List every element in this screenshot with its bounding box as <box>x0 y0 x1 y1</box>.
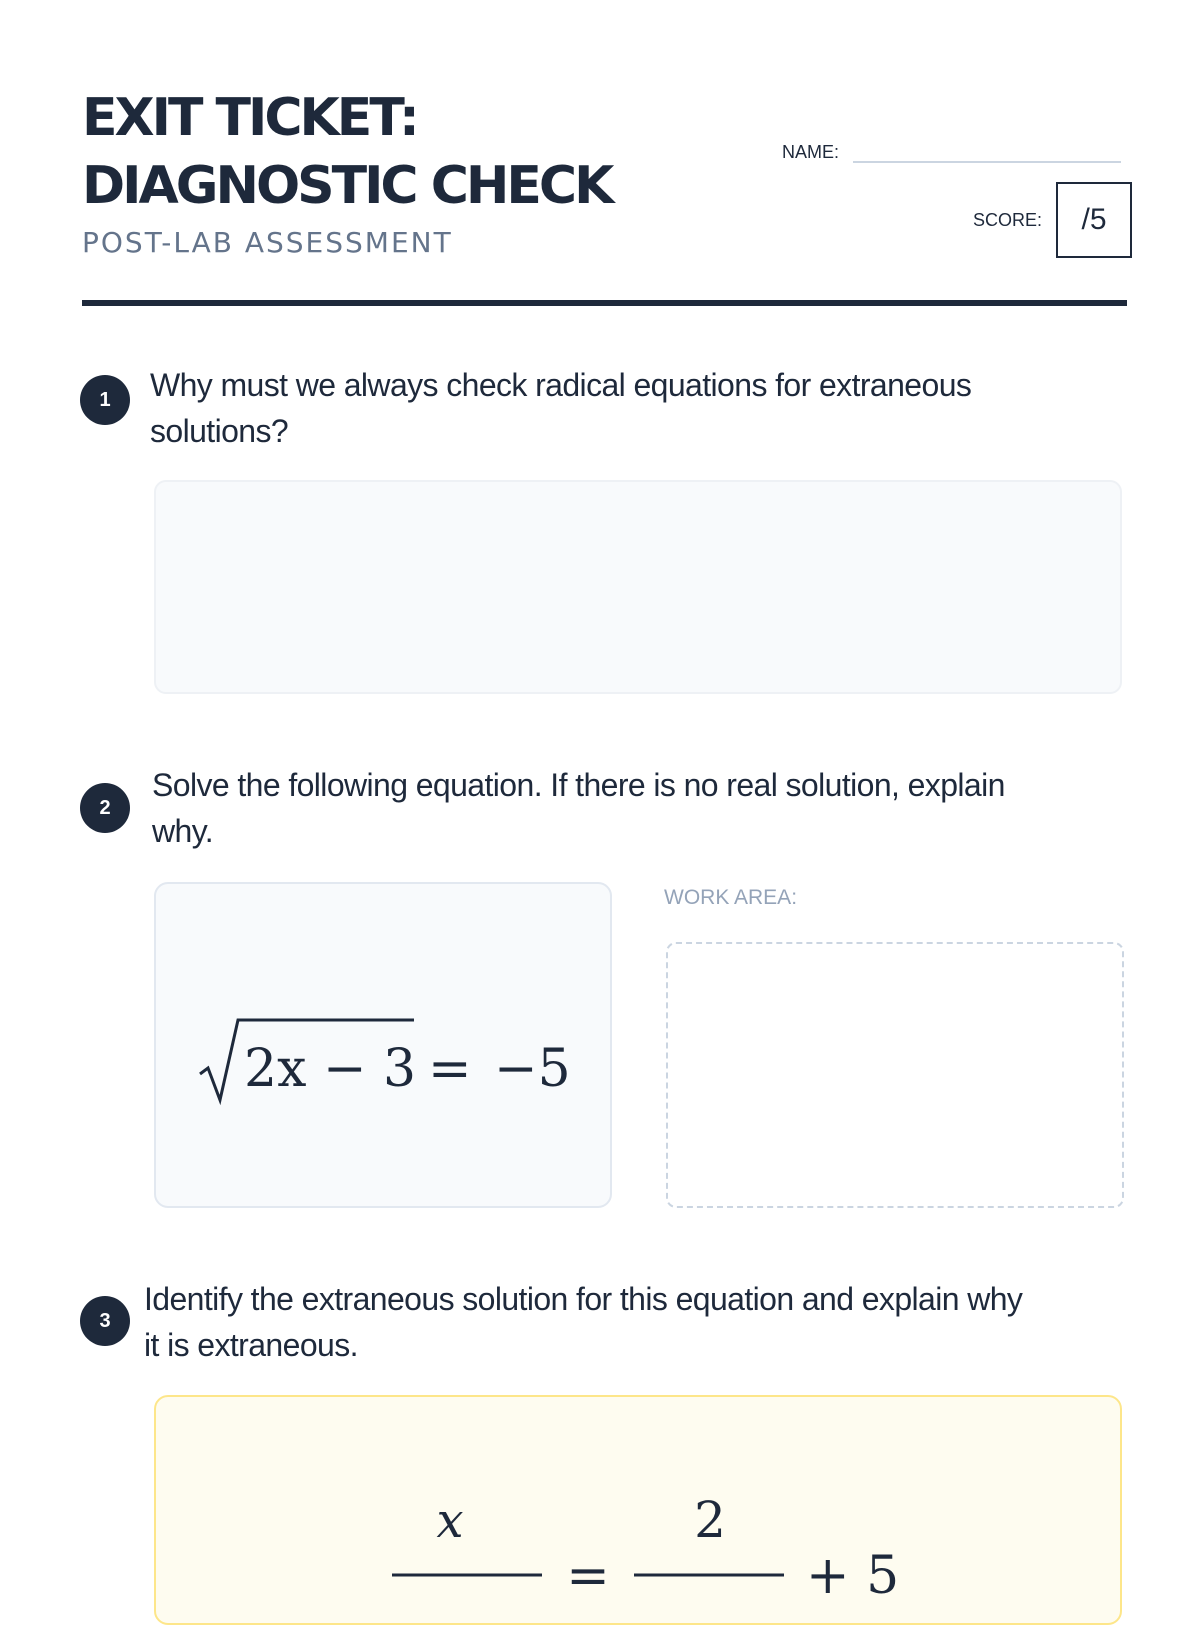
score-label: SCORE: <box>972 209 1042 230</box>
radicand: 2x − 3 <box>244 1039 417 1099</box>
page-subtitle: POST-LAB ASSESSMENT <box>82 226 453 259</box>
question-text-line-2: it is extraneous. <box>144 1327 358 1363</box>
worksheet-header <box>82 84 1132 259</box>
question-text-line-1: Solve the following equation. If there is no real solution, explain <box>152 767 1005 803</box>
header-divider <box>82 300 1127 306</box>
title-line-1: EXIT TICKET: <box>82 88 417 148</box>
radical-equation <box>156 884 610 1206</box>
question-number: 1 <box>99 388 111 411</box>
question-text-line-2: why. <box>152 813 214 849</box>
work-area-label: WORK AREA: <box>664 886 798 909</box>
equation-box <box>154 882 612 1208</box>
answer-box[interactable] <box>154 480 1122 694</box>
score-value: /5 <box>1081 203 1107 236</box>
extraneous-equation-box <box>154 1395 1122 1625</box>
plus-term: + 5 <box>806 1546 900 1606</box>
rational-equation <box>156 1397 1120 1623</box>
title-line-2: DIAGNOSTIC CHECK <box>82 156 612 216</box>
question-text <box>150 362 1130 454</box>
score-box[interactable] <box>1056 182 1132 258</box>
question-text <box>144 1276 1134 1368</box>
question-text-line-1: Identify the extraneous solution for this equation and explain why <box>144 1281 1023 1317</box>
rhs-numerator: 2 <box>694 1491 726 1549</box>
question-number-badge <box>80 1296 130 1346</box>
name-input-line[interactable] <box>853 161 1121 163</box>
question-text-line-2: solutions? <box>150 413 289 449</box>
lhs-numerator: x <box>436 1493 464 1549</box>
name-label: NAME: <box>782 142 840 162</box>
question-number-badge <box>80 375 130 425</box>
score-row <box>973 182 1132 258</box>
work-area-box[interactable] <box>666 942 1124 1208</box>
question-number-badge <box>80 783 130 833</box>
name-field-row <box>782 142 1121 169</box>
question-number: 2 <box>99 796 111 819</box>
equation-rhs: −5 <box>494 1039 571 1099</box>
question-number: 3 <box>99 1309 111 1332</box>
equals-sign: = <box>428 1039 472 1099</box>
question-text <box>152 762 1132 854</box>
page-title <box>82 84 762 220</box>
question-text-line-1: Why must we always check radical equations for extraneous <box>150 367 972 403</box>
equals-sign: = <box>566 1546 610 1606</box>
